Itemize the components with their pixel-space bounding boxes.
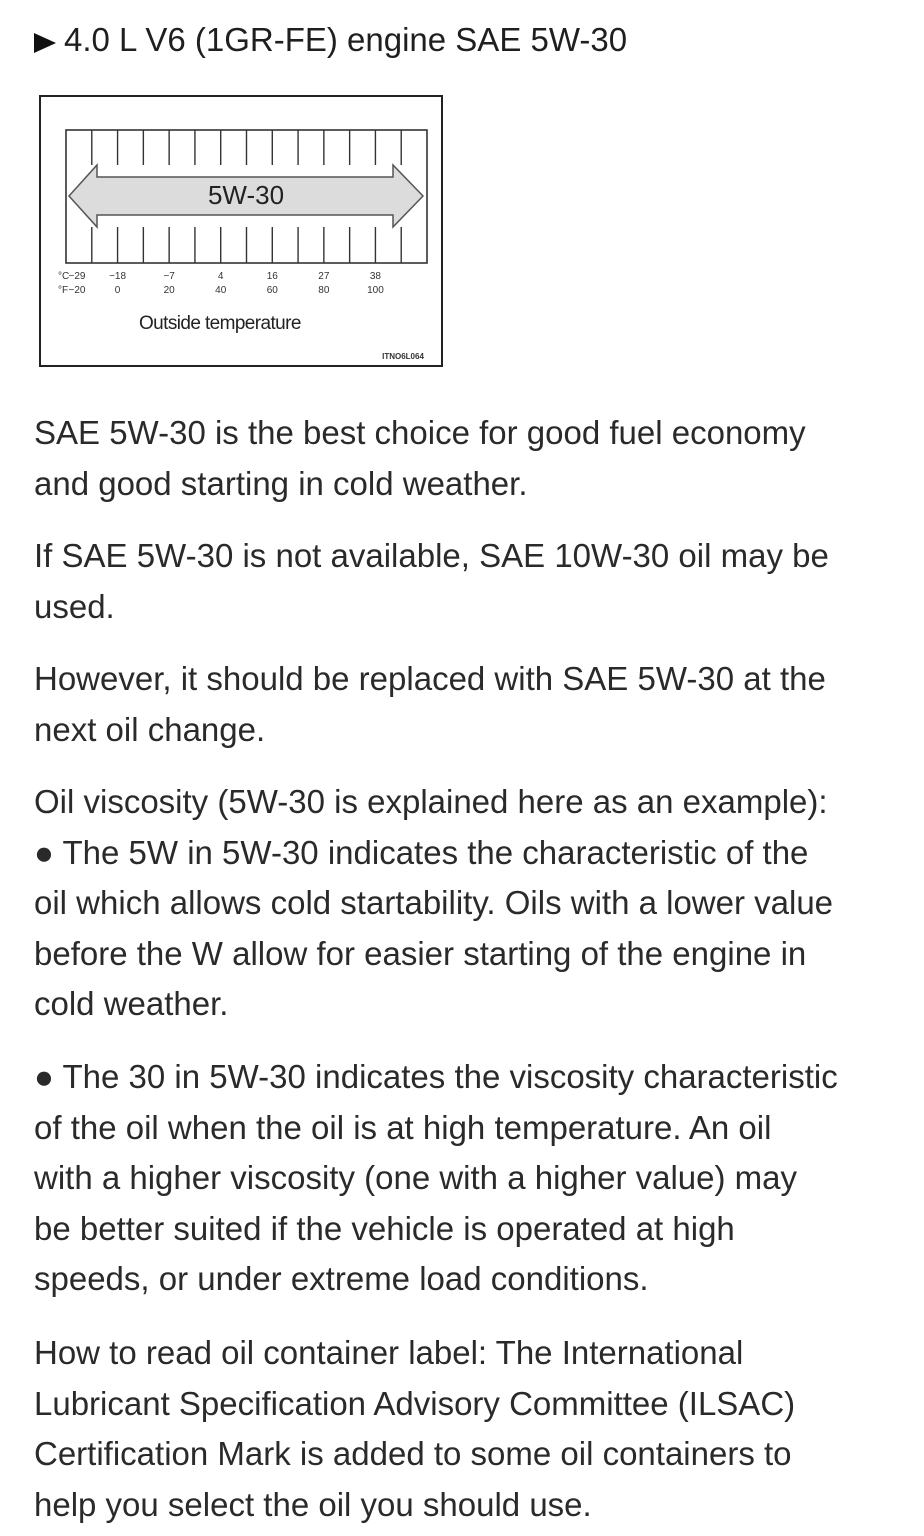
celsius-tick-label: −7 [163,271,175,282]
paragraph-line: Lubricant Specification Advisory Committee (ILSAC) [34,1384,796,1422]
paragraph-line: However, it should be replaced with SAE 5W-30 at the [34,660,826,697]
celsius-tick-label: 4 [217,271,224,282]
paragraph-line: oil which allows cold startability. Oils with a lower value [34,884,834,921]
fahrenheit-tick-label: 0 [114,285,121,296]
fahrenheit-tick-labels [69,285,385,296]
paragraph-line: used. [34,587,115,625]
paragraph-line: Certification Mark is added to some oil containers to [34,1435,792,1472]
paragraph-viscosity-5w [34,777,904,1030]
paragraph-line: with a higher viscosity (one with a higher value) may [34,1159,798,1196]
paragraph-line: How to read oil container label: The International [34,1334,744,1371]
paragraph-line: Oil viscosity (5W-30 is explained here as an example): [34,783,828,820]
engine-heading [34,18,627,62]
celsius-tick-label: 38 [369,271,381,282]
fahrenheit-tick-label: −20 [68,285,86,296]
paragraph-viscosity-30 [34,1052,904,1305]
triangle-bullet-icon [34,33,56,53]
paragraph-line: SAE 5W-30 is the best choice for good fuel economy [34,414,806,451]
celsius-unit: °C [58,271,70,282]
paragraph-replace-note [34,654,904,755]
paragraph-line: speeds, or under extreme load conditions. [34,1260,649,1297]
viscosity-chart-svg [41,97,441,365]
celsius-tick-labels [69,271,382,282]
celsius-tick-label: −18 [109,271,127,282]
figure-code: ITNO6L064 [382,352,424,361]
engine-heading-text: 4.0 L V6 (1GR-FE) engine SAE 5W-30 [64,21,628,58]
fahrenheit-tick-label: 80 [318,285,330,296]
band-label: 5W-30 [207,180,285,210]
paragraph-best-choice [34,408,904,509]
fahrenheit-tick-label: 20 [163,285,175,296]
fahrenheit-unit: °F [58,285,69,296]
fahrenheit-tick-label: 40 [215,285,227,296]
oil-viscosity-chart [39,95,443,367]
celsius-tick-label: 27 [318,271,330,282]
celsius-tick-label: −29 [68,271,86,282]
paragraph-ilsac-label [34,1328,904,1530]
paragraph-line: If SAE 5W-30 is not available, SAE 10W-30 oil may be [34,537,829,574]
fahrenheit-tick-label: 60 [266,285,278,296]
paragraph-line: ● The 30 in 5W-30 indicates the viscosity characteristic [34,1058,838,1095]
paragraph-line: ● The 5W in 5W-30 indicates the characteristic of the [34,833,809,871]
paragraph-line: of the oil when the oil is at high temperature. An oil [34,1108,772,1146]
paragraph-line: cold weather. [34,985,229,1022]
fahrenheit-tick-label: 100 [367,285,384,296]
paragraph-line: be better suited if the vehicle is operated at high [34,1209,735,1247]
paragraph-line: help you select the oil you should use. [34,1485,592,1523]
axis-caption: Outside temperature [139,313,301,334]
paragraph-line: and good starting in cold weather. [34,464,528,502]
paragraph-line: next oil change. [34,710,266,748]
celsius-tick-label: 16 [266,271,278,282]
paragraph-line: before the W allow for easier starting of the engine in [34,934,807,972]
paragraph-alternative-oil [34,531,904,632]
